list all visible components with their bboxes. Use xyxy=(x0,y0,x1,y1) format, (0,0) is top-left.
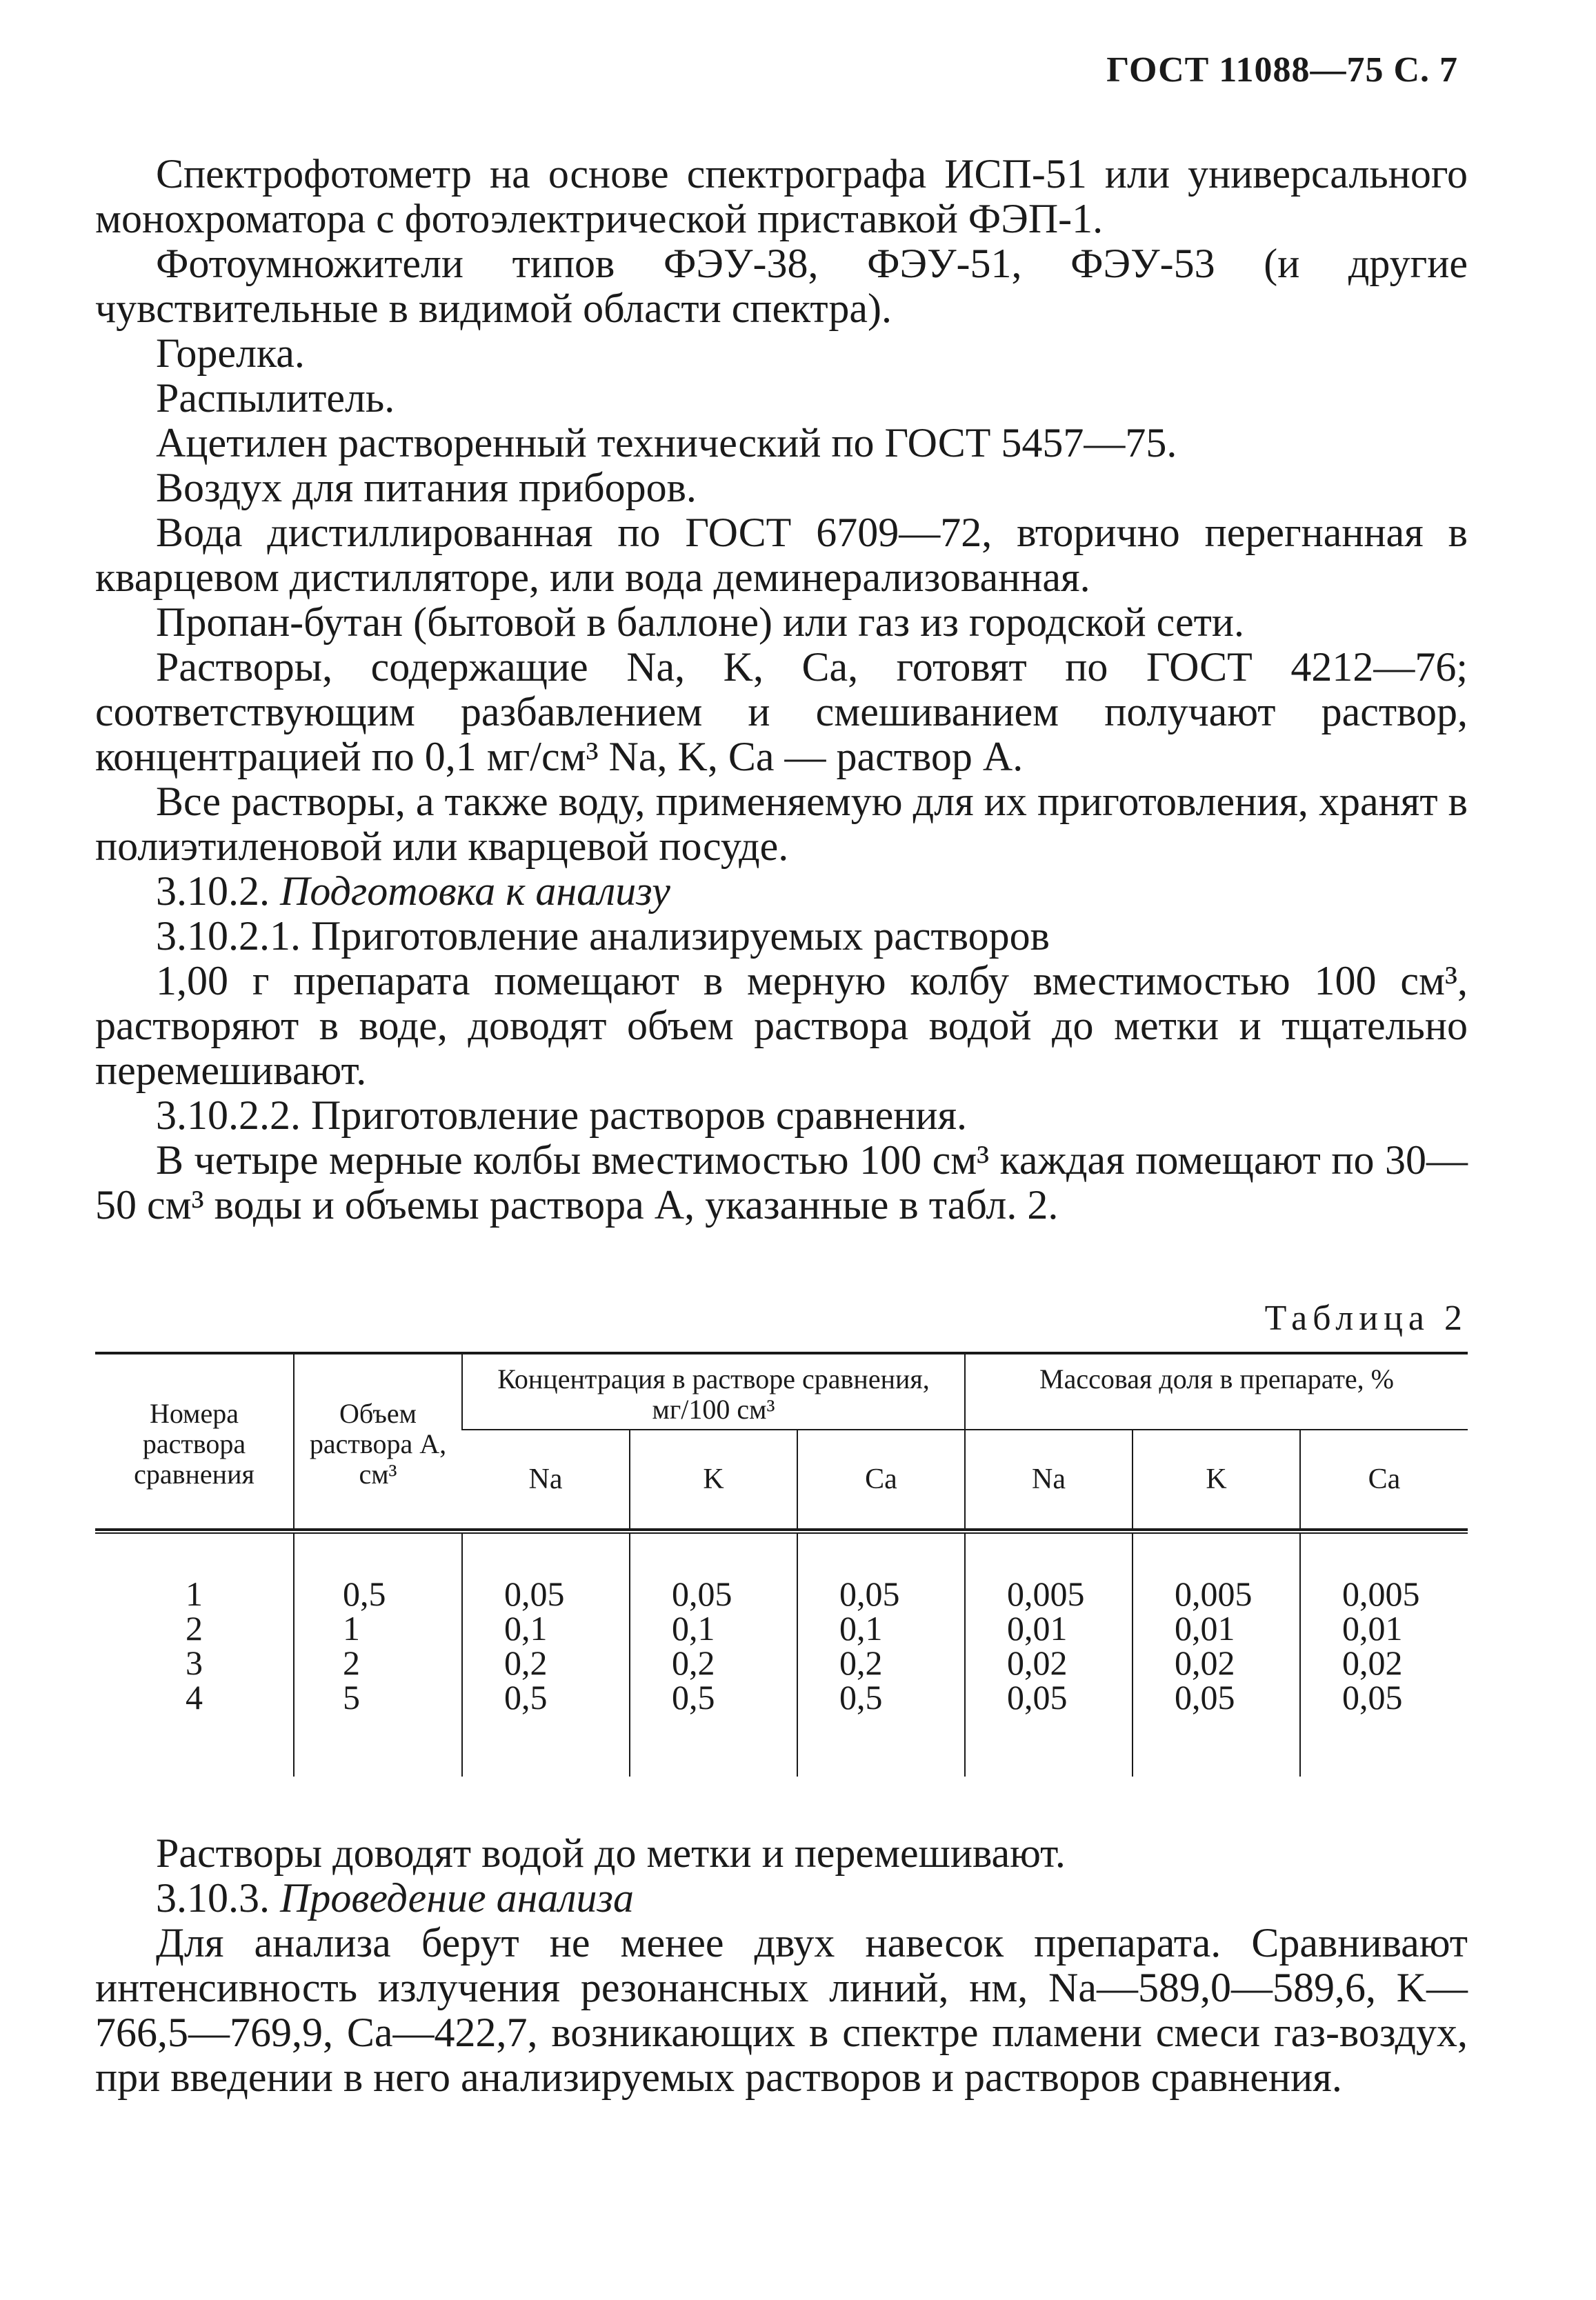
table-cell: 0,05 xyxy=(630,1532,797,1611)
table-cell: 0,2 xyxy=(462,1646,630,1680)
paragraph: Для анализа берут не менее двух навесок препарата. Сравнивают интенсивность излучения резонансных линий, нм, Na—589,0—589,6, K—766,5—769,9, Ca—422,7, возникающих в спектре пламени смеси газ-воздух, при введении в него анализируемых растворов и растворов сравнения. xyxy=(95,1920,1468,2100)
paragraph: Растворы доводят водой до метки и перемешивают. xyxy=(156,1830,1066,1876)
table-cell: 0,02 xyxy=(1133,1646,1300,1680)
header-mass-fraction: Массовая доля в препарате, % xyxy=(965,1353,1468,1430)
header-na: Na xyxy=(965,1430,1133,1529)
table-caption: Таблица 2 xyxy=(1264,1299,1468,1338)
header-k: K xyxy=(1133,1430,1300,1529)
table-cell: 0,005 xyxy=(1133,1532,1300,1611)
header-number: Номера раствора сравнения xyxy=(95,1353,294,1529)
paragraph: В четыре мерные колбы вместимостью 100 см³ каждая помещают по 30—50 см³ воды и объемы раствора А, указанные в табл. 2. xyxy=(95,1137,1468,1228)
header-ca: Ca xyxy=(797,1430,965,1529)
header-na: Na xyxy=(462,1430,630,1529)
header-ca: Ca xyxy=(1300,1430,1468,1529)
table-cell: 0,5 xyxy=(797,1680,965,1777)
table-cell: 0,1 xyxy=(462,1611,630,1646)
table-cell: 0,005 xyxy=(965,1532,1133,1611)
table-cell: 0,01 xyxy=(1300,1611,1468,1646)
table-cell: 2 xyxy=(294,1646,462,1680)
paragraph: Распылитель. xyxy=(156,375,395,421)
header-concentration: Концентрация в растворе сравнения, мг/100 см³ xyxy=(462,1353,965,1430)
body-text-bottom xyxy=(95,1831,1468,2100)
header-volume: Объем раствора А, см³ xyxy=(294,1353,462,1529)
table-cell: 0,1 xyxy=(630,1611,797,1646)
table-cell: 0,02 xyxy=(1300,1646,1468,1680)
table-cell: 0,05 xyxy=(1133,1680,1300,1777)
paragraph: Спектрофотометр на основе спектрографа ИСП-51 или универсального монохроматора с фотоэлектрической приставкой ФЭП-1. xyxy=(95,151,1468,241)
section-title: Проведение анализа xyxy=(280,1875,634,1921)
table-cell: 0,05 xyxy=(1300,1680,1468,1777)
section-heading-3-10-3 xyxy=(95,1876,1468,1921)
table-cell: 0,05 xyxy=(965,1680,1133,1777)
table-2 xyxy=(95,1352,1468,1777)
table-cell: 5 xyxy=(294,1680,462,1777)
section-title: Подготовка к анализу xyxy=(280,868,670,914)
table-cell: 0,2 xyxy=(630,1646,797,1680)
table-cell: 3 xyxy=(186,1643,203,1682)
section-number: 3.10.2. xyxy=(156,868,270,914)
header-k: K xyxy=(630,1430,797,1529)
section-heading-3-10-2 xyxy=(95,869,1468,914)
table-cell: 1 xyxy=(294,1611,462,1646)
section-heading-3-10-2-1: 3.10.2.1. Приготовление анализируемых растворов xyxy=(156,913,1050,959)
table-cell: 0,005 xyxy=(1300,1532,1468,1611)
section-heading-3-10-2-2: 3.10.2.2. Приготовление растворов сравнения. xyxy=(156,1092,968,1138)
page-header: ГОСТ 11088—75 С. 7 xyxy=(1106,50,1458,90)
table-row xyxy=(95,1532,1468,1611)
table-cell: 0,05 xyxy=(462,1532,630,1611)
table-cell: 1 xyxy=(186,1574,203,1613)
body-text-top xyxy=(95,152,1468,1228)
paragraph: Ацетилен растворенный технический по ГОСТ 5457—75. xyxy=(156,420,1177,466)
table-cell: 0,1 xyxy=(797,1611,965,1646)
paragraph: 1,00 г препарата помещают в мерную колбу вместимостью 100 см³, растворяют в воде, доводят объем раствора водой до метки и тщательно перемешивают. xyxy=(95,958,1468,1093)
paragraph: Растворы, содержащие Na, K, Ca, готовят по ГОСТ 4212—76; соответствующим разбавлением и смешиванием получают раствор, концентрацией по 0,1 мг/см³ Na, K, Ca — раствор А. xyxy=(95,644,1468,779)
table-row xyxy=(95,1646,1468,1680)
table-cell: 0,01 xyxy=(1133,1611,1300,1646)
data-table xyxy=(95,1352,1468,1777)
table-cell: 0,5 xyxy=(630,1680,797,1777)
table-cell: 4 xyxy=(186,1678,203,1717)
section-number: 3.10.3. xyxy=(156,1875,270,1921)
table-cell: 0,2 xyxy=(797,1646,965,1680)
paragraph: Пропан-бутан (бытовой в баллоне) или газ из городской сети. xyxy=(156,599,1244,645)
table-row xyxy=(95,1611,1468,1646)
table-cell: 0,05 xyxy=(797,1532,965,1611)
table-cell: 0,5 xyxy=(294,1532,462,1611)
paragraph: Горелка. xyxy=(156,330,305,376)
paragraph: Все растворы, а также воду, применяемую для их приготовления, хранят в полиэтиленовой или кварцевой посуде. xyxy=(95,779,1468,869)
paragraph: Воздух для питания приборов. xyxy=(156,465,697,510)
table-row xyxy=(95,1680,1468,1777)
paragraph: Фотоумножители типов ФЭУ-38, ФЭУ-51, ФЭУ-53 (и другие чувствительные в видимой области спектра). xyxy=(95,241,1468,331)
table-cell: 0,02 xyxy=(965,1646,1133,1680)
table-cell: 0,5 xyxy=(462,1680,630,1777)
table-cell: 0,01 xyxy=(965,1611,1133,1646)
table-cell: 2 xyxy=(186,1609,203,1648)
paragraph: Вода дистиллированная по ГОСТ 6709—72, вторично перегнанная в кварцевом дистилляторе, или вода деминерализованная. xyxy=(95,510,1468,600)
